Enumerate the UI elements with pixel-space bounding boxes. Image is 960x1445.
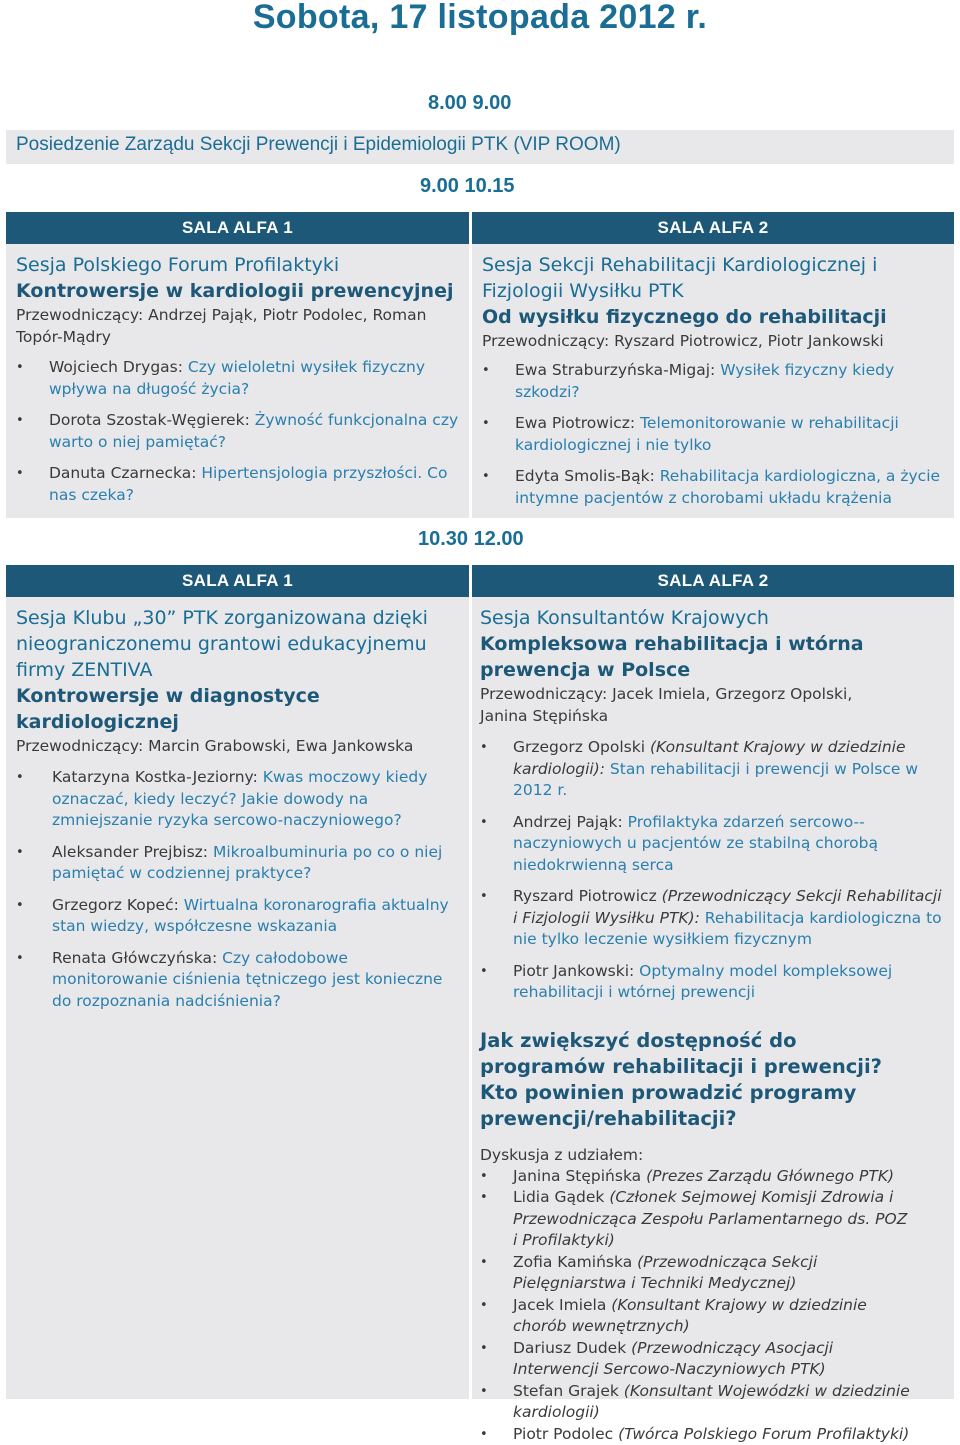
panelist-name: Dariusz Dudek [513,1339,631,1357]
time-slot-1: 8.00 9.00 [428,92,511,115]
discussion-label: Dyskusja z udziałem: [480,1144,944,1166]
talk-title: Profilaktyka zdarzeń sercowo--naczyniowych u pacjentów ze stabilną chorobą niedokrwienną serca [513,813,878,874]
talk-title: Rehabilitacja kardiologiczna to nie tylko leczenie wysiłkiem fizycznym [513,909,942,949]
panelist-item [480,1424,914,1445]
talk-speaker: Ewa Piotrowicz: [515,414,640,432]
session-name: Sesja Sekcji Rehabilitacji Kardiologicznej i Fizjologii Wysiłku PTK [482,252,944,304]
panelist-name: Jacek Imiela [513,1296,611,1314]
panelist-item [480,1166,914,1188]
talk-list [16,767,459,1012]
talk-speaker: Aleksander Prejbisz: [52,843,213,861]
panelist-name: Janina Stępińska [513,1167,646,1185]
talk-item [16,895,459,938]
talk-item [16,463,459,506]
room-header-alfa2: SALA ALFA 2 [472,212,954,244]
talk-speaker: Ewa Straburzyńska-Migaj: [515,361,720,379]
talk-title: Stan rehabilitacji i prewencji w Polsce w 2012 r. [513,760,918,800]
panelist-role: (Konsultant Krajowy w dziedzinie chorób wewnętrznych) [513,1296,867,1336]
talk-title: Kwas moczowy kiedy oznaczać, kiedy leczyć? Jakie dowody na zmniejszanie ryzyka sercowo-naczyniowego? [52,768,427,829]
talk-item [482,413,944,456]
panelist-role: (Konsultant Wojewódzki w dziedzinie kardiologii) [513,1382,910,1422]
talk-item [16,357,459,400]
time-slot-2: 9.00 10.15 [420,175,515,198]
panelist-item [480,1381,914,1424]
panelist-name: Stefan Grajek [513,1382,624,1400]
panelist-role: (Przewodniczący Asocjacji Interwencji Sercowo-Naczyniowych PTK) [513,1339,833,1379]
talk-title: Wirtualna koronarografia aktualny stan wiedzy, współczesne wskazania [52,896,449,936]
talk-list [482,360,944,509]
talk-title: Czy całodobowe monitorowanie ciśnienia tętniczego jest konieczne do rozpoznania nadciśnienia? [52,949,442,1010]
talk-item [482,466,944,509]
talk-item [16,948,459,1013]
session-topic: Kontrowersje w kardiologii prewencyjnej [16,278,459,304]
talk-title: Telemonitorowanie w rehabilitacji kardiologicznej i nie tylko [515,414,899,454]
discussion-question: Jak zwiększyć dostępność do programów rehabilitacji i prewencji? Kto powinien prowadzić programy prewencji/rehabilitacji? [480,1028,944,1132]
session-topic: Kontrowersje w diagnostyce kardiologicznej [16,683,459,735]
talk-speaker: Katarzyna Kostka-Jeziorny: [52,768,263,786]
board-meeting-title: Posiedzenie Zarządu Sekcji Prewencji i Epidemiologii PTK [16,134,508,155]
panelist-name: Zofia Kamińska [513,1253,637,1271]
talk-speaker: Ryszard Piotrowicz [513,887,662,905]
talk-item [16,410,459,453]
session-chairs: Przewodniczący: Ryszard Piotrowicz, Piotr Jankowski [482,330,944,352]
session-topic: Kompleksowa rehabilitacja i wtórna prewencja w Polsce [480,631,944,683]
room-header-alfa2: SALA ALFA 2 [472,565,954,597]
talk-speaker: Grzegorz Kopeć: [52,896,184,914]
session-panel-alfa1-block1 [6,244,469,518]
room-header-alfa1: SALA ALFA 1 [6,565,469,597]
panelist-list [480,1166,944,1445]
panelist-role: (Prezes Zarządu Głównego PTK) [646,1167,894,1185]
session-topic: Od wysiłku fizycznego do rehabilitacji [482,304,944,330]
panelist-name: Lidia Gądek [513,1188,609,1206]
session-chairs: Przewodniczący: Jacek Imiela, Grzegorz Opolski, Janina Stępińska [480,683,944,727]
session-chairs: Przewodniczący: Marcin Grabowski, Ewa Jankowska [16,735,459,757]
session-chairs: Przewodniczący: Andrzej Pająk, Piotr Podolec, Roman Topór-Mądry [16,304,459,348]
talk-item [480,886,944,951]
talk-list [480,737,944,1004]
panelist-name: Piotr Podolec [513,1425,618,1443]
board-meeting-text [16,134,621,156]
talk-item [482,360,944,403]
panelist-item [480,1187,914,1252]
talk-title: Hipertensjologia przyszłości. Co nas czeka? [49,464,447,504]
talk-item [480,737,944,802]
session-panel-alfa2-block2 [472,597,954,1399]
room-header-alfa1: SALA ALFA 1 [6,212,469,244]
talk-speaker: Danuta Czarnecka: [49,464,201,482]
talk-speaker: Grzegorz Opolski [513,738,650,756]
session-name: Sesja Konsultantów Krajowych [480,605,944,631]
talk-speaker: Piotr Jankowski: [513,962,639,980]
talk-title: Rehabilitacja kardiologiczna, a życie intymne pacjentów z chorobami układu krążenia [515,467,940,507]
panelist-item [480,1252,914,1295]
talk-title: Czy wieloletni wysiłek fizyczny wpływa na długość życia? [49,358,425,398]
talk-speaker: Andrzej Pająk: [513,813,628,831]
talk-speaker: Dorota Szostak-Węgierek: [49,411,255,429]
talk-speaker: Wojciech Drygas: [49,358,188,376]
panelist-item [480,1295,914,1338]
talk-speaker-role: (Przewodniczący Sekcji Rehabilitacji i Fizjologii Wysiłku PTK): [513,887,942,927]
talk-list [16,357,459,506]
talk-title: Mikroalbuminuria po co o niej pamiętać w codziennej praktyce? [52,843,442,883]
talk-item [16,842,459,885]
panelist-role: (Przewodnicząca Sekcji Pielęgniarstwa i Techniki Medycznej) [513,1253,817,1293]
session-name: Sesja Klubu „30” PTK zorganizowana dzięki nieograniczonemu grantowi edukacyjnemu firmy ZENTIVA [16,605,459,683]
session-name: Sesja Polskiego Forum Profilaktyki [16,252,459,278]
talk-title: Wysiłek fizyczny kiedy szkodzi? [515,361,894,401]
talk-speaker-role: (Konsultant Krajowy w dziedzinie kardiologii): [513,738,905,778]
time-slot-3: 10.30 12.00 [418,528,524,551]
page-title: Sobota, 17 listopada 2012 r. [0,0,960,37]
talk-speaker: Edyta Smolis-Bąk: [515,467,660,485]
talk-title: Optymalny model kompleksowej rehabilitacji i wtórnej prewencji [513,962,892,1002]
panelist-item [480,1338,914,1381]
talk-item [480,961,944,1004]
talk-title: Żywność funkcjonalna czy warto o niej pamiętać? [49,411,458,451]
panelist-role: (Członek Sejmowej Komisji Zdrowia i Przewodnicząca Zespołu Parlamentarnego ds. POZ i Profilaktyki) [513,1188,907,1249]
talk-item [480,812,944,877]
board-meeting-room: (VIP ROOM) [513,134,620,155]
board-meeting-bar [6,130,954,164]
talk-speaker: Renata Główczyńska: [52,949,222,967]
talk-item [16,767,459,832]
session-panel-alfa2-block1 [472,244,954,518]
panelist-role: (Twórca Polskiego Forum Profilaktyki) [618,1425,909,1443]
session-panel-alfa1-block2 [6,597,469,1399]
